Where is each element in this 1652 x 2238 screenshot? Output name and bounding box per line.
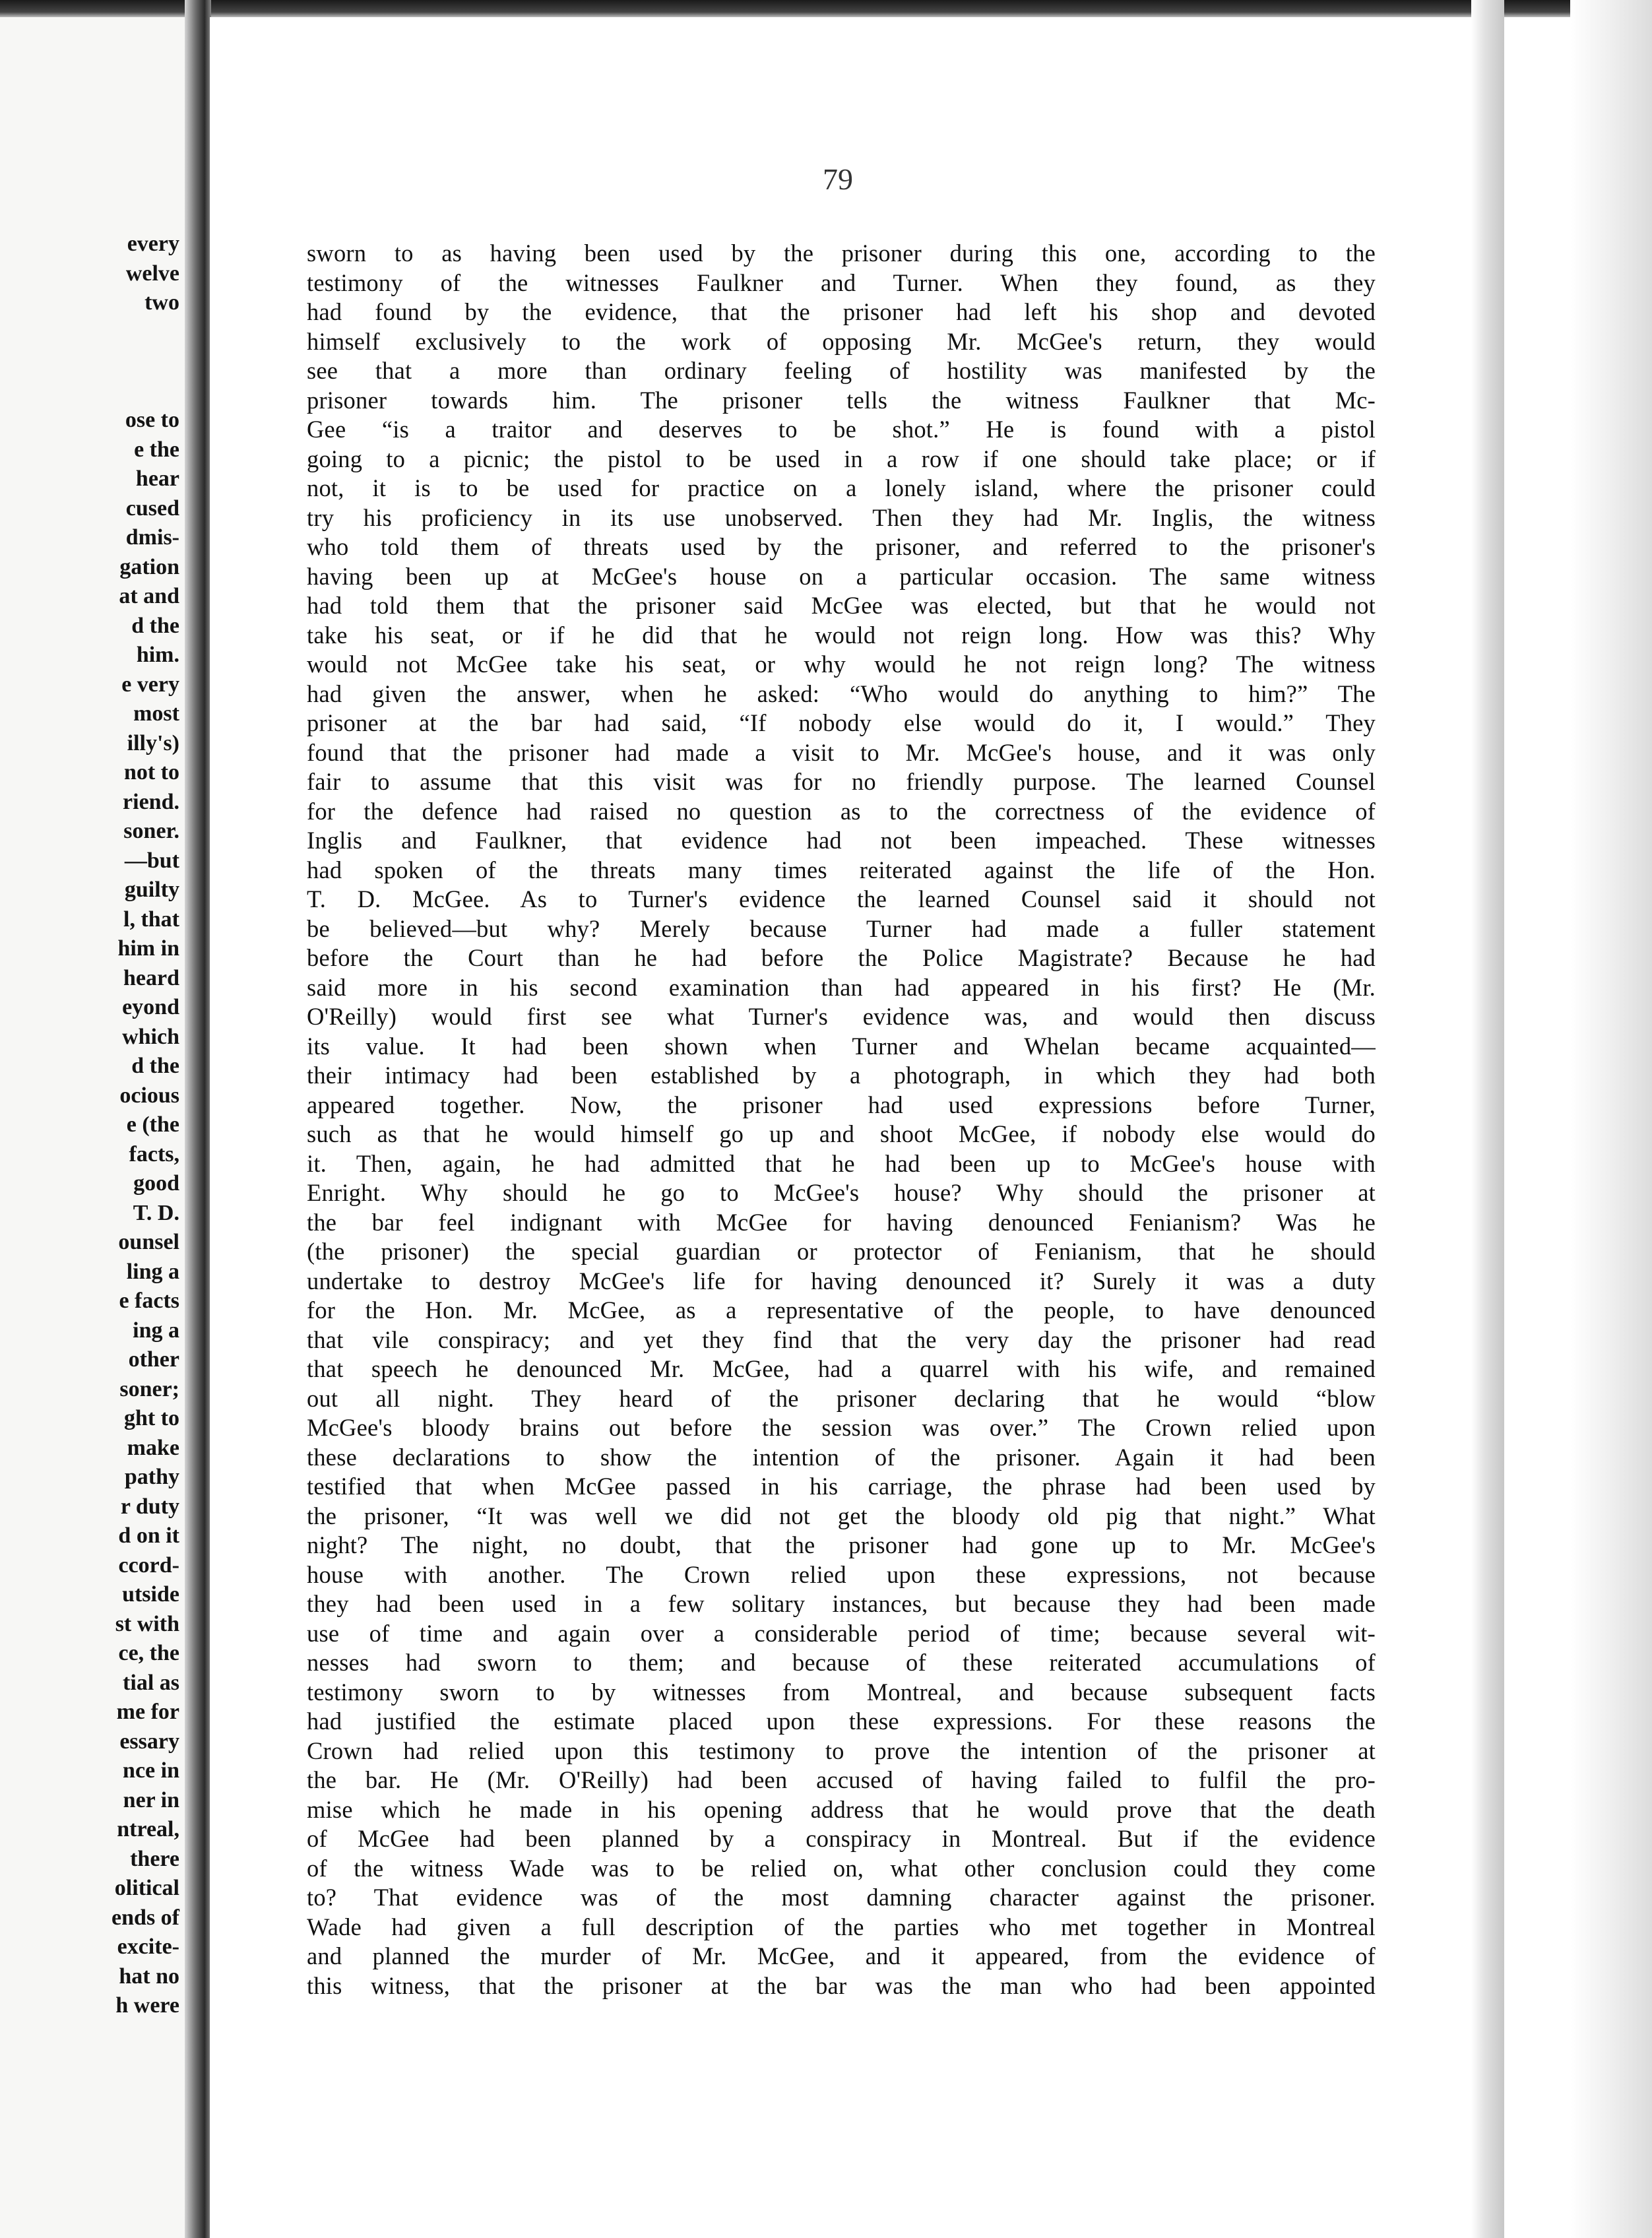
facing-page-fragment: soner; — [119, 1376, 179, 1401]
facing-page-fragment — [111, 318, 179, 348]
facing-page-fragment: guilty — [124, 878, 179, 902]
facing-page-fragment: h were — [115, 1993, 179, 2018]
facing-page-fragment: olitical — [114, 1876, 179, 1900]
facing-page-fragment: ling a — [126, 1259, 179, 1284]
facing-page-fragment: hat no — [119, 1964, 179, 1989]
text-line: for the defence had raised no question as to the correctness of the evidence of — [307, 797, 1376, 825]
facing-page-fragment: facts, — [129, 1141, 179, 1167]
page-number: 79 — [823, 162, 853, 196]
facing-page-fragment: me for — [116, 1700, 179, 1724]
facing-page-fragment: there — [130, 1846, 179, 1871]
text-line: prisoner towards him. The prisoner tells the witness Faulkner that Mc- — [307, 386, 1376, 414]
text-line: out all night. They heard of the prisoner declaring that he would “blow — [307, 1384, 1376, 1412]
text-line: that vile conspiracy; and yet they find that the very day the prisoner had read — [307, 1326, 1376, 1353]
facing-page-fragment: welve — [125, 261, 179, 286]
text-line: the bar. He (Mr. O'Reilly) had been accused of having failed to fulfil the pro- — [307, 1766, 1376, 1793]
facing-page-fragment: d the — [131, 1054, 179, 1078]
text-line: prisoner at the bar had said, “If nobody else would do it, I would.” They — [307, 709, 1376, 736]
facing-page-fragment: heard — [123, 965, 179, 990]
text-line: fair to assume that this visit was for no friendly purpose. The learned Counsel — [307, 768, 1376, 795]
page-body-text — [307, 239, 1376, 2000]
facing-page-fragment: nce in — [123, 1758, 179, 1783]
text-line: see that a more than ordinary feeling of hostility was manifested by the — [307, 357, 1376, 384]
text-line: be believed—but why? Merely because Turner had made a fuller statement — [307, 914, 1376, 942]
text-line: found that the prisoner had made a visit to Mr. McGee's house, and it was only — [307, 738, 1376, 766]
text-line: that speech he denounced Mr. McGee, had a quarrel with his wife, and remained — [307, 1355, 1376, 1382]
text-line: it. Then, again, he had admitted that he had been up to McGee's house with — [307, 1149, 1376, 1177]
text-line: to? That evidence was of the most damning character against the prisoner. — [307, 1884, 1376, 1911]
facing-page-fragment: most — [133, 701, 179, 726]
text-line: before the Court than he had before the Police Magistrate? Because he had — [307, 944, 1376, 971]
facing-page-fragment: st with — [115, 1611, 179, 1636]
text-line: had justified the estimate placed upon these expressions. For these reasons the — [307, 1708, 1376, 1735]
text-line: Enright. Why should he go to McGee's house? Why should the prisoner at — [307, 1179, 1376, 1206]
facing-page-fragment: l, that — [123, 907, 179, 932]
facing-page-fragment: riend. — [123, 789, 179, 814]
text-line: of McGee had been planned by a conspiracy in Montreal. But if the evidence — [307, 1825, 1376, 1852]
text-line: its value. It had been shown when Turner and Whelan became acquainted— — [307, 1032, 1376, 1060]
facing-page-fragment: at and — [119, 584, 179, 608]
text-line: testimony sworn to by witnesses from Montreal, and because subsequent facts — [307, 1678, 1376, 1706]
text-line: night? The night, no doubt, that the prisoner had gone up to Mr. McGee's — [307, 1531, 1376, 1558]
text-line: McGee's bloody brains out before the session was over.” The Crown relied upon — [307, 1414, 1376, 1441]
facing-page-fragment: him. — [136, 643, 179, 667]
text-line: said more in his second examination than had appeared in his first? He (Mr. — [307, 973, 1376, 1001]
text-line: O'Reilly) would first see what Turner's evidence was, and would then discuss — [307, 1003, 1376, 1030]
facing-page-fragment: illy's) — [127, 730, 179, 755]
text-line: the prisoner, “It was well we did not get the bloody old pig that night.” What — [307, 1502, 1376, 1529]
text-line: use of time and again over a considerable period of time; because several wit- — [307, 1619, 1376, 1647]
facing-page-fragment: every — [127, 232, 179, 256]
facing-page-fragment: ends of — [111, 1905, 179, 1930]
text-line: this witness, that the prisoner at the bar was the man who had been appointed — [307, 1971, 1376, 1999]
facing-page-fragment: make — [127, 1435, 179, 1460]
facing-page-fragment: e facts — [119, 1289, 179, 1313]
facing-page-fragment: cused — [125, 496, 179, 521]
facing-page-text-fragments — [111, 230, 179, 2021]
facing-page-fragment: ntreal, — [117, 1817, 179, 1841]
facing-page-fragment: r duty — [120, 1494, 179, 1519]
facing-page-fragment — [111, 347, 179, 377]
text-line: such as that he would himself go up and shoot McGee, if nobody else would do — [307, 1120, 1376, 1147]
text-line: (the prisoner) the special guardian or protector of Fenianism, that he should — [307, 1238, 1376, 1265]
facing-page-fragment: ght to — [123, 1406, 179, 1430]
text-line: testimony of the witnesses Faulkner and Turner. When they found, as they — [307, 269, 1376, 296]
text-line: mise which he made in his opening address that he would prove that the death — [307, 1795, 1376, 1823]
text-line: appeared together. Now, the prisoner had used expressions before Turner, — [307, 1091, 1376, 1118]
text-line: they had been used in a few solitary instances, but because they had been made — [307, 1590, 1376, 1617]
scan-shadow — [1471, 0, 1504, 2238]
text-line: for the Hon. Mr. McGee, as a representative of the people, to have denounced — [307, 1296, 1376, 1324]
text-line: try his proficiency in its use unobserved. Then they had Mr. Inglis, the witness — [307, 503, 1376, 531]
text-line: not, it is to be used for practice on a lonely island, where the prisoner could — [307, 474, 1376, 501]
text-line: Gee “is a traitor and deserves to be shot.” He is found with a pistol — [307, 416, 1376, 443]
facing-page-fragment: not to — [123, 760, 179, 784]
facing-page-fragment: ce, the — [118, 1641, 179, 1665]
facing-page-fragment: essary — [119, 1729, 179, 1754]
facing-page-fragment: e the — [134, 437, 179, 462]
text-line: sworn to as having been used by the prisoner during this one, according to the — [307, 240, 1376, 267]
facing-page-fragment: soner. — [123, 819, 179, 843]
facing-page-fragment: eyond — [122, 995, 179, 1019]
facing-page-fragment: ccord- — [118, 1552, 179, 1578]
facing-page-fragment: gation — [119, 554, 179, 579]
facing-page-fragment: him in — [117, 936, 179, 961]
facing-page-fragment: tial as — [123, 1670, 179, 1695]
text-line: T. D. McGee. As to Turner's evidence the learned Counsel said it should not — [307, 885, 1376, 912]
facing-page-fragment: two — [144, 290, 179, 315]
text-line: Inglis and Faulkner, that evidence had not been impeached. These witnesses — [307, 827, 1376, 854]
facing-page-fragment: —but — [124, 848, 179, 873]
text-line: take his seat, or if he did that he would not reign long. How was this? Why — [307, 621, 1376, 649]
facing-page-fragment: good — [133, 1171, 179, 1196]
facing-page-fragment: dmis- — [125, 525, 179, 550]
text-line: had found by the evidence, that the prisoner had left his shop and devoted — [307, 298, 1376, 325]
text-line: and planned the murder of Mr. McGee, and it appeared, from the evidence of — [307, 1942, 1376, 1969]
text-line: Crown had relied upon this testimony to prove the intention of the prisoner at — [307, 1737, 1376, 1764]
facing-page-fragment: pathy — [124, 1465, 179, 1489]
facing-page-fragment: utside — [122, 1582, 179, 1607]
facing-page-fragment: ose to — [125, 408, 179, 432]
facing-page-fragment: d the — [131, 613, 179, 638]
facing-page-fragment: T. D. — [133, 1200, 179, 1225]
scan-shadow-outer — [1570, 0, 1652, 2238]
page-gutter — [185, 0, 211, 2238]
text-line: had given the answer, when he asked: “Who would do anything to him?” The — [307, 680, 1376, 707]
text-line: testified that when McGee passed in his carriage, the phrase had been used by — [307, 1473, 1376, 1500]
facing-page-fragment — [111, 377, 179, 406]
text-line: would not McGee take his seat, or why would he not reign long? The witness — [307, 651, 1376, 678]
text-line: these declarations to show the intention of the prisoner. Again it had been — [307, 1443, 1376, 1471]
facing-page-fragment: e very — [121, 672, 179, 697]
text-line: undertake to destroy McGee's life for having denounced it? Surely it was a duty — [307, 1267, 1376, 1295]
text-line: had told them that the prisoner said McGee was elected, but that he would not — [307, 592, 1376, 619]
facing-page-fragment: which — [122, 1024, 179, 1049]
text-line: of the witness Wade was to be relied on, what other conclusion could they come — [307, 1854, 1376, 1882]
facing-page-fragment: ing a — [133, 1318, 179, 1343]
facing-page-fragment: e (the — [126, 1112, 179, 1137]
scan-top-border — [0, 0, 1652, 17]
text-line: their intimacy had been established by a photograph, in which they had both — [307, 1062, 1376, 1089]
facing-page-fragment: ounsel — [118, 1230, 179, 1254]
text-line: having been up at McGee's house on a particular occasion. The same witness — [307, 562, 1376, 590]
text-line: the bar feel indignant with McGee for having denounced Fenianism? Was he — [307, 1208, 1376, 1236]
text-line: had spoken of the threats many times reiterated against the life of the Hon. — [307, 856, 1376, 883]
text-line: going to a picnic; the pistol to be used in a row if one should take place; or if — [307, 445, 1376, 472]
facing-page-fragment: other — [128, 1347, 179, 1372]
facing-page-fragment: ocious — [119, 1083, 179, 1108]
text-line: who told them of threats used by the prisoner, and referred to the prisoner's — [307, 533, 1376, 560]
facing-page-fragment: hear — [135, 466, 179, 491]
text-line: house with another. The Crown relied upon these expressions, not because — [307, 1560, 1376, 1588]
text-line: nesses had sworn to them; and because of these reiterated accumulations of — [307, 1649, 1376, 1676]
text-line: himself exclusively to the work of opposing Mr. McGee's return, they would — [307, 327, 1376, 355]
facing-page-fragment: d on it — [118, 1523, 179, 1548]
facing-page-fragment: excite- — [117, 1934, 179, 1959]
facing-page-edge — [0, 17, 187, 2238]
facing-page-fragment: ner in — [123, 1787, 179, 1812]
text-line: Wade had given a full description of the parties who met together in Montreal — [307, 1913, 1376, 1940]
